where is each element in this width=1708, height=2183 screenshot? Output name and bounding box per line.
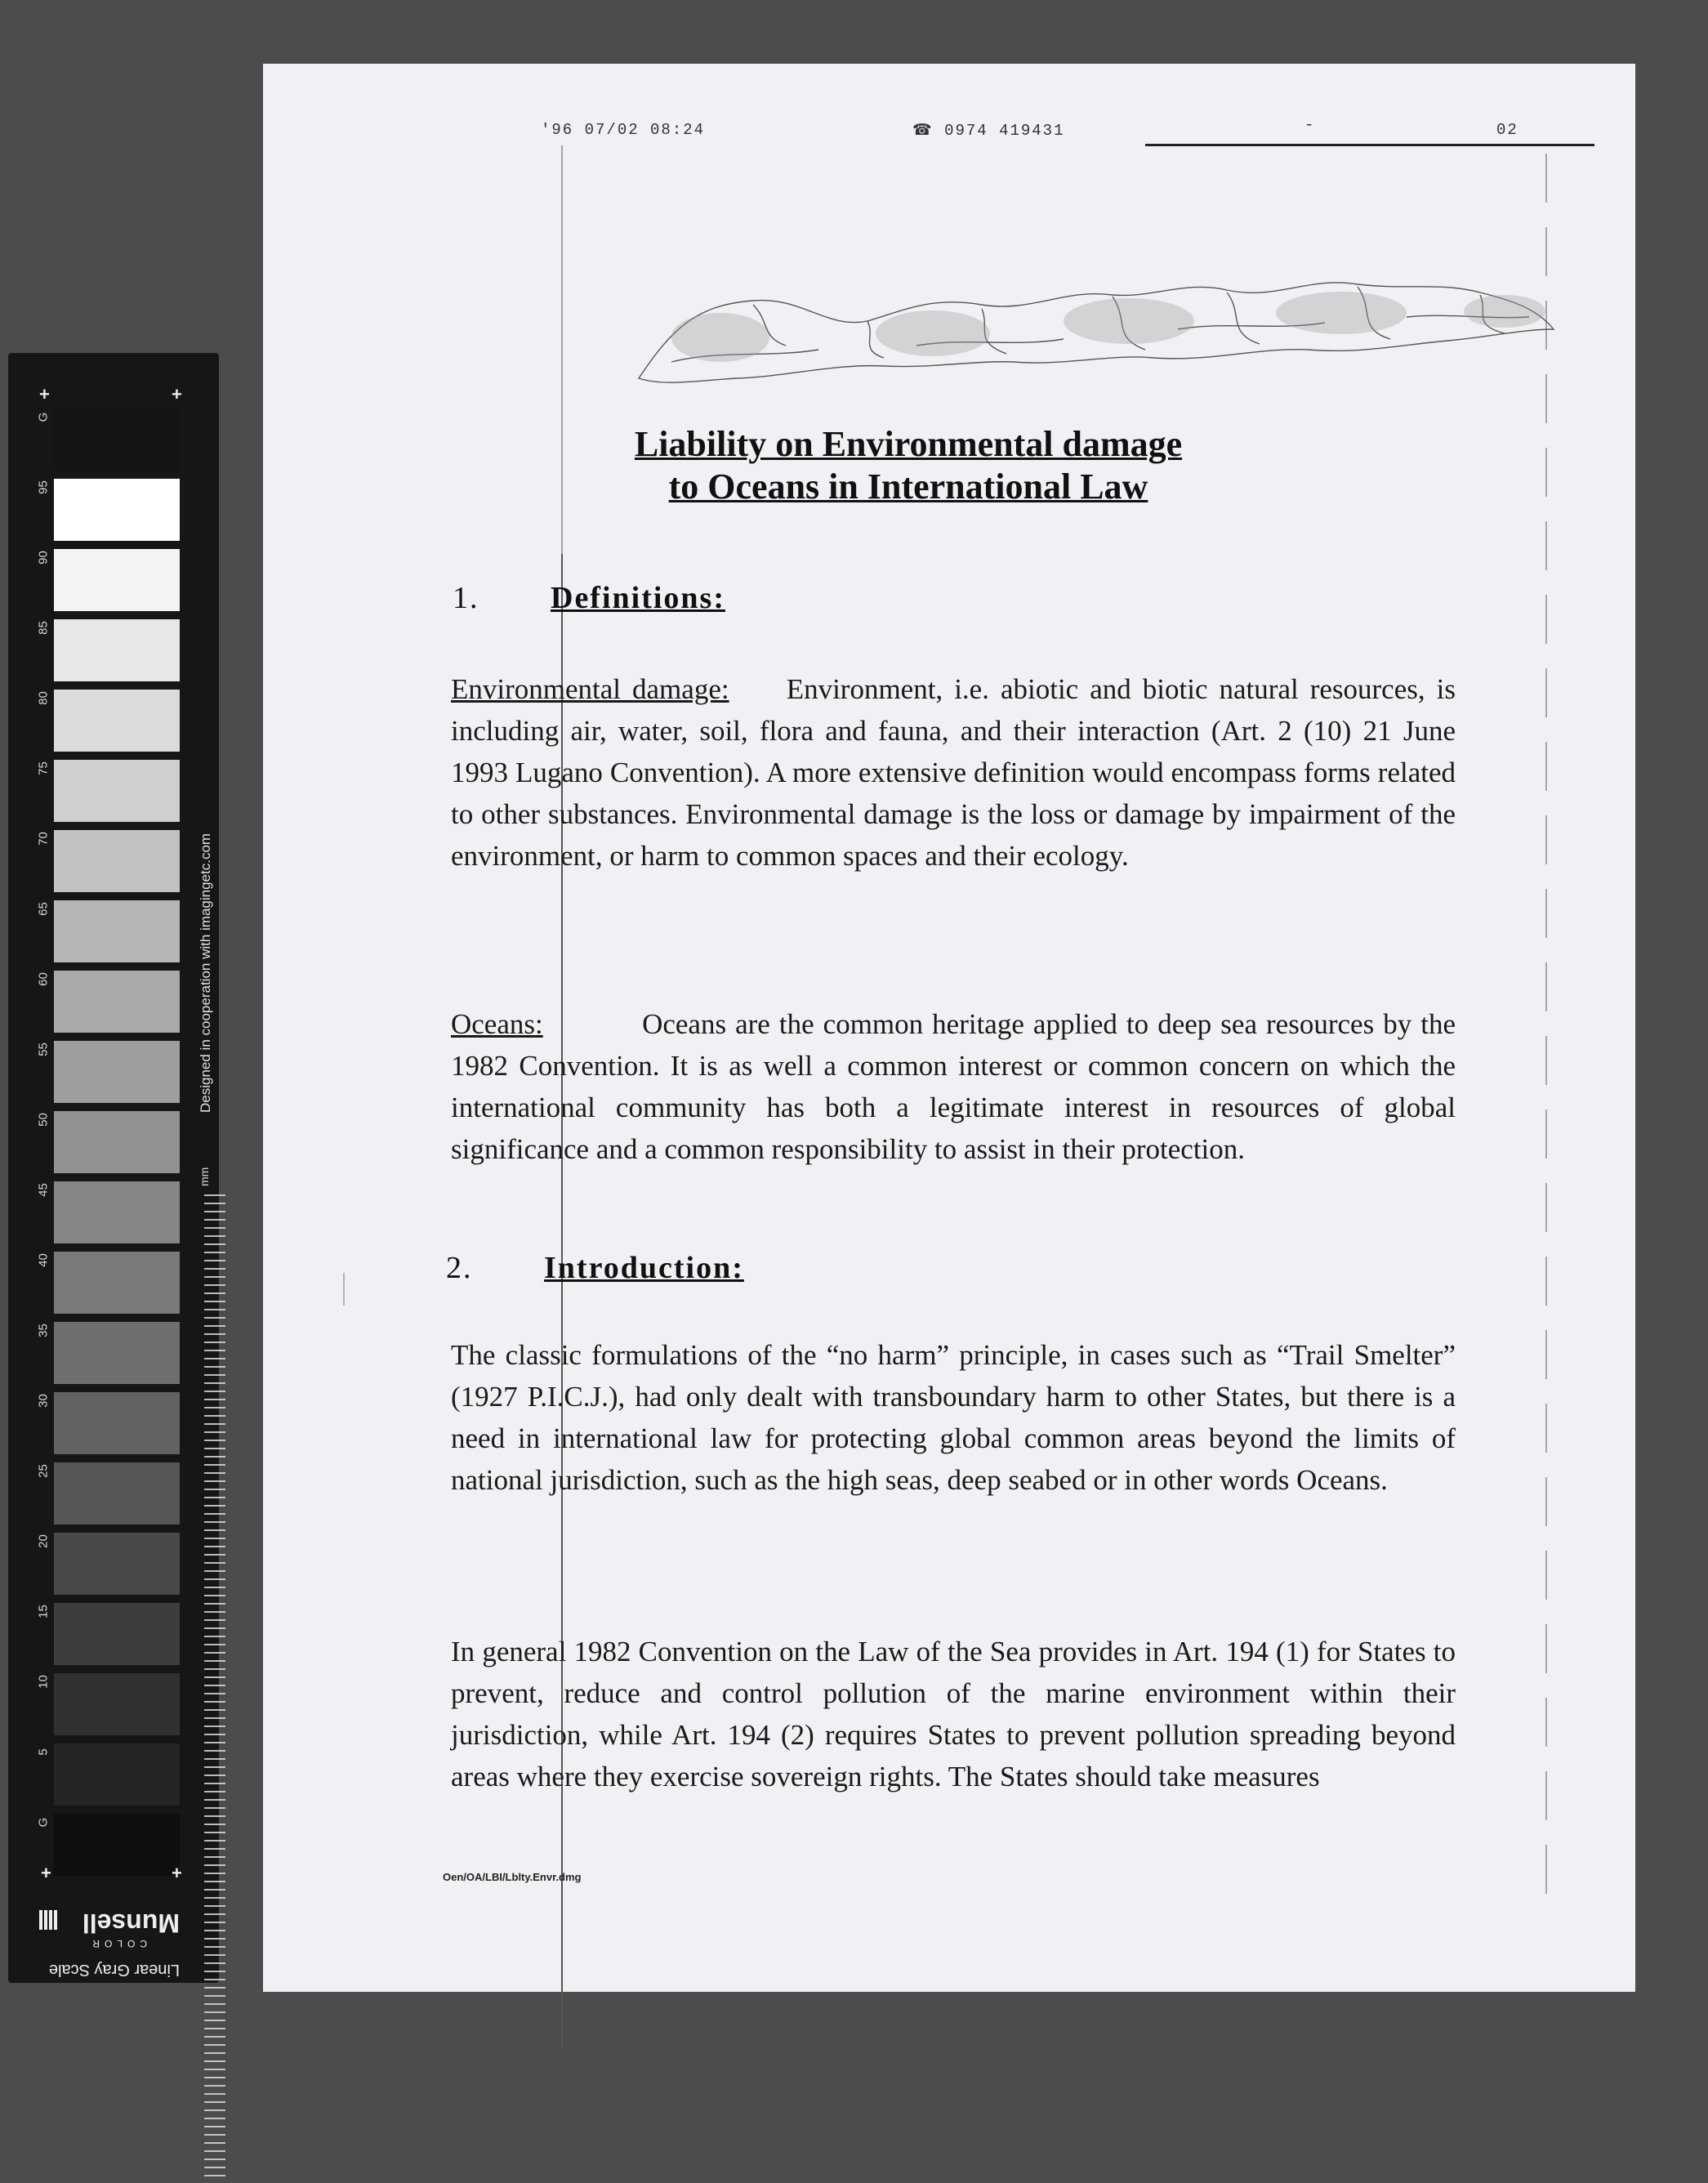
grade-label: 40 bbox=[36, 1253, 51, 1267]
grade-label: 60 bbox=[36, 972, 51, 986]
grade-label: 5 bbox=[36, 1748, 51, 1756]
grade-label: 10 bbox=[36, 1675, 51, 1689]
grade-label: 30 bbox=[36, 1394, 51, 1408]
grade-label: 70 bbox=[36, 832, 51, 846]
grade-labels bbox=[31, 386, 56, 1848]
definition-text: Environment, i.e. abiotic and biotic natural resources, is including air, water, soil, flora and fauna, and their interaction (Art. 2 (10) 21 June 1993 Lugano Convention). A more extensive definition would encompass forms related to other substances. Environmental damage is the loss or damage by impairment of the environment, or harm to common spaces and their ecology. bbox=[451, 673, 1456, 872]
gray-patch bbox=[54, 1814, 180, 1876]
fax-datetime: '96 07/02 08:24 bbox=[541, 121, 706, 139]
grade-label: 15 bbox=[36, 1605, 51, 1618]
gray-patch bbox=[54, 1252, 180, 1314]
term: Environmental damage: bbox=[451, 673, 729, 705]
gray-patch bbox=[54, 830, 180, 892]
oceans-definition bbox=[451, 1003, 1456, 1170]
document-page bbox=[263, 64, 1635, 1992]
fax-rule bbox=[1145, 144, 1594, 146]
gray-patch bbox=[54, 690, 180, 752]
fax-page-number: 02 bbox=[1496, 121, 1518, 139]
gray-patch bbox=[54, 1392, 180, 1454]
gray-patch bbox=[54, 971, 180, 1033]
grade-label: G bbox=[36, 1817, 51, 1828]
grade-label: 80 bbox=[36, 691, 51, 705]
gray-patch bbox=[54, 619, 180, 681]
gray-patch bbox=[54, 1181, 180, 1243]
section-1-heading bbox=[453, 580, 725, 616]
registration-mark: + bbox=[172, 384, 182, 404]
section-title: Definitions: bbox=[551, 581, 725, 615]
grade-label: 90 bbox=[36, 551, 51, 565]
brand-sub: COLOR bbox=[87, 1938, 147, 1949]
grade-label: 65 bbox=[36, 902, 51, 916]
grade-label: 25 bbox=[36, 1464, 51, 1478]
scale-caption: Designed in cooperation with imagingetc.com bbox=[198, 833, 213, 1113]
fold-line bbox=[343, 1273, 345, 1306]
fold-line bbox=[561, 145, 563, 554]
section-title: Introduction: bbox=[544, 1251, 744, 1285]
grade-label: 35 bbox=[36, 1324, 51, 1337]
introduction-paragraph-2: In general 1982 Convention on the Law of the Sea provides in Art. 194 (1) for States to prevent, reduce and control pollution of the marine environment within their jurisdiction, while Art. 194 (2) requires States to prevent pollution spreading beyond areas where they exercise sovereign rights. The States should take measures bbox=[451, 1636, 1456, 1792]
gray-patch bbox=[54, 1322, 180, 1384]
section-2-heading bbox=[446, 1250, 744, 1286]
fax-phone: ☎ 0974 419431 bbox=[912, 122, 1065, 140]
term: Oceans: bbox=[451, 1008, 543, 1040]
gray-patch bbox=[54, 900, 180, 962]
gray-patch bbox=[54, 1533, 180, 1595]
fax-dash: - bbox=[1304, 116, 1314, 134]
gray-patch bbox=[54, 479, 180, 541]
grade-label: 20 bbox=[36, 1534, 51, 1548]
section-number: 2. bbox=[446, 1251, 473, 1285]
gray-patch bbox=[54, 1041, 180, 1103]
right-margin-line bbox=[1545, 154, 1547, 1910]
grade-label: G bbox=[36, 412, 51, 422]
brand-name: Munsell bbox=[82, 1908, 180, 1938]
registration-mark: + bbox=[39, 384, 50, 404]
gray-patch bbox=[54, 760, 180, 822]
grade-label: 95 bbox=[36, 480, 51, 494]
grade-label: 50 bbox=[36, 1113, 51, 1127]
gray-patch bbox=[54, 1603, 180, 1665]
registration-mark: + bbox=[41, 1863, 51, 1883]
introduction-paragraph-1: The classic formulations of the “no harm” principle, in cases such as “Trail Smelter” (1927 P.I.C.J.), had only dealt with transboundary harm to other States, but there is a need in international law for protecting global common areas beyond the limits of national jurisdiction, such as the high seas, deep seabed or in other words Oceans. bbox=[451, 1339, 1456, 1496]
gray-patch bbox=[54, 549, 180, 611]
title-line-1: Liability on Environmental damage bbox=[634, 424, 1183, 464]
definition-text: Oceans are the common heritage applied to deep sea resources by the 1982 Convention. It is as well a common interest or common concern on which the international community has both a legitimate interest in resources of global significance and a common responsibility to assist in their protection. bbox=[451, 1008, 1456, 1165]
document-title bbox=[590, 423, 1227, 508]
grade-label: 85 bbox=[36, 621, 51, 635]
munsell-brand bbox=[33, 1897, 196, 1979]
product-name: Linear Gray Scale bbox=[48, 1961, 180, 1979]
grade-label: 75 bbox=[36, 761, 51, 775]
gray-scale-card bbox=[8, 353, 219, 1983]
ruler-unit: mm bbox=[198, 1167, 211, 1186]
munsell-logo-icon bbox=[38, 1910, 57, 1930]
gray-patch bbox=[54, 408, 180, 471]
mm-ruler bbox=[204, 1194, 225, 2183]
gray-patch bbox=[54, 1673, 180, 1735]
gray-patch bbox=[54, 1743, 180, 1806]
footer-file-code: Oen/OA/LBI/Lblty.Envr.dmg bbox=[443, 1871, 582, 1883]
grade-label: 55 bbox=[36, 1042, 51, 1056]
gray-patch bbox=[54, 1462, 180, 1525]
island-illustration bbox=[622, 272, 1562, 395]
grade-label: 45 bbox=[36, 1183, 51, 1197]
environmental-damage-definition bbox=[451, 668, 1456, 877]
section-number: 1. bbox=[453, 581, 479, 615]
registration-mark: + bbox=[172, 1863, 182, 1883]
gray-patch bbox=[54, 1111, 180, 1173]
title-line-2: to Oceans in International Law bbox=[668, 467, 1148, 507]
